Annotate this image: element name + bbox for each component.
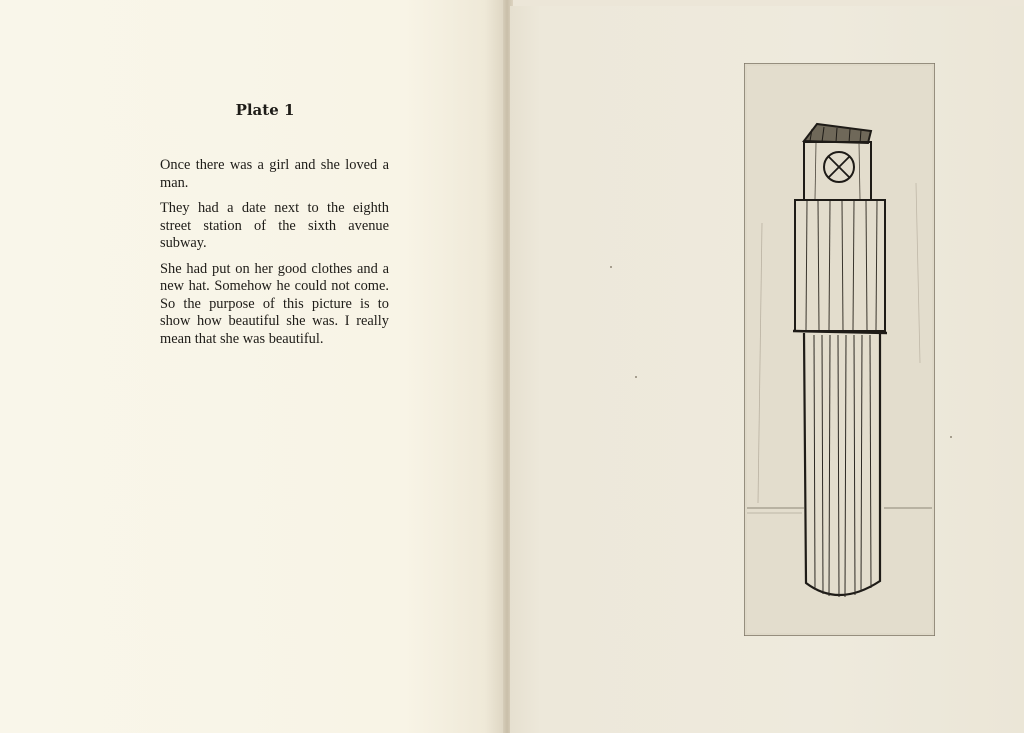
left-page <box>0 0 505 733</box>
paragraph-3: She had put on her good clothes and a new hat. Somehow he could not come. So the purpose of this picture is to show how beautiful she was. I really mean that she was beautiful. <box>160 260 389 347</box>
paragraph-2: They had a date next to the eighth street station of the sixth avenue subway. <box>160 200 389 251</box>
plate-title: Plate 1 <box>235 101 295 119</box>
story-text <box>160 157 389 356</box>
paper-speck <box>950 436 952 438</box>
paper-speck <box>610 266 612 268</box>
engraving-figure-svg <box>744 63 935 636</box>
engraving-plate <box>744 63 935 636</box>
paragraph-1: Once there was a girl and she loved a man. <box>160 157 389 191</box>
paper-speck <box>635 376 637 378</box>
